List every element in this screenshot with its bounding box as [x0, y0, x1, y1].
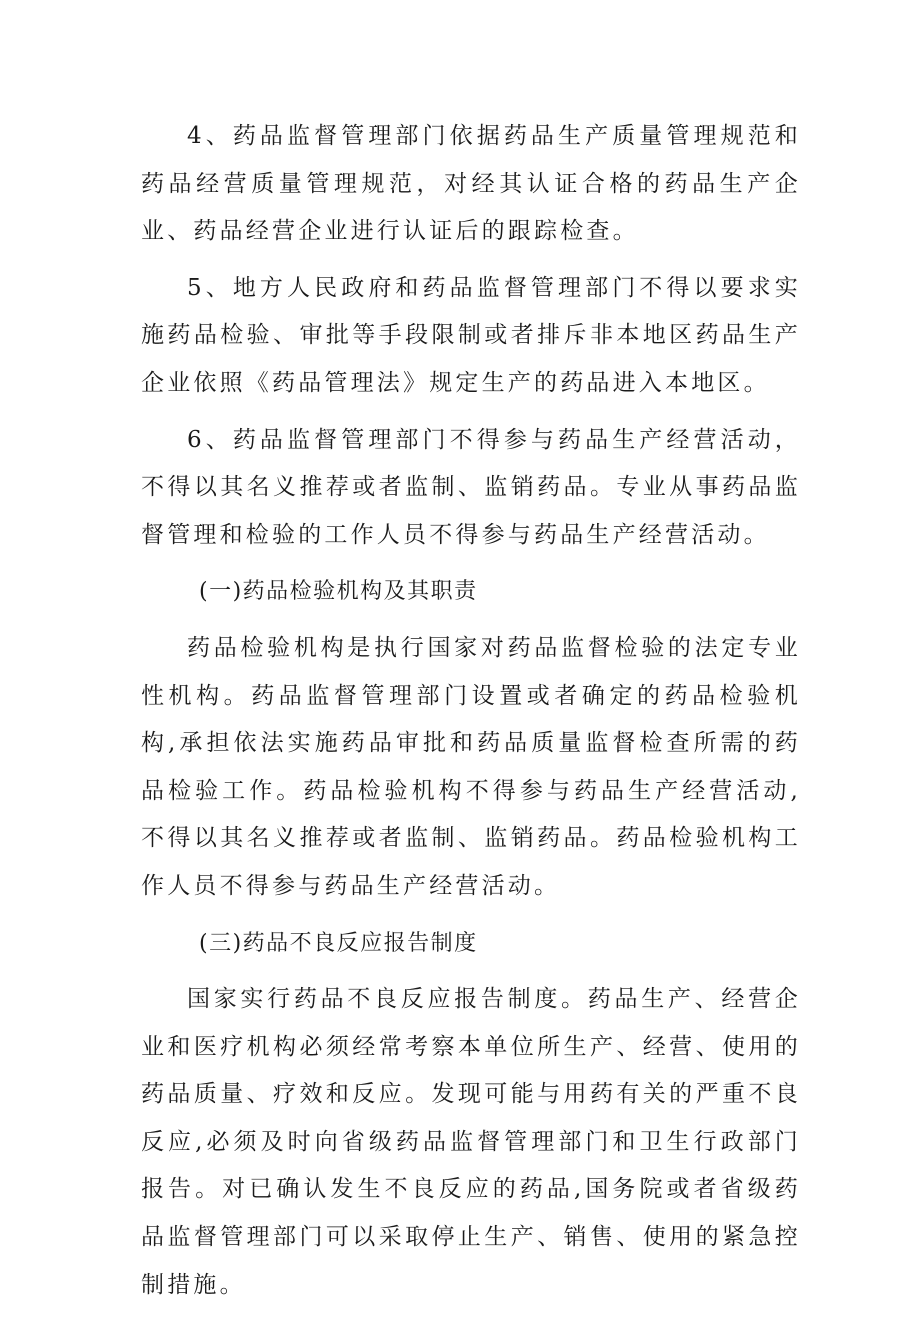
- paragraph-5: 5、地方人民政府和药品监督管理部门不得以要求实施药品检验、审批等手段限制或者排斥非本地区药品生产企业依照《药品管理法》规定生产的药品进入本地区。: [141, 274, 801, 396]
- paragraph-4: 4、药品监督管理部门依据药品生产质量管理规范和药品经营质量管理规范，对经其认证合格的药品生产企业、药品经营企业进行认证后的跟踪检查。: [141, 123, 801, 245]
- section-heading-adverse-reaction-reporting: (三)药品不良反应报告制度: [199, 930, 478, 956]
- section-body-drug-testing-institutions: 药品检验机构是执行国家对药品监督检验的法定专业性机构。药品监督管理部门设置或者确定的药品检验机构,承担依法实施药品审批和药品质量监督检查所需的药品检验工作。药品检验机构不得参与药品生产经营活动,不得以其名义推荐或者监制、监销药品。药品检验机构工作人员不得参与药品生产经营活动。: [141, 634, 801, 899]
- document-page: [141, 113, 801, 1318]
- section-body-adverse-reaction-reporting: 国家实行药品不良反应报告制度。药品生产、经营企业和医疗机构必须经常考察本单位所生产、经营、使用的药品质量、疗效和反应。发现可能与用药有关的严重不良反应,必须及时向省级药品监督管理部门和卫生行政部门报告。对已确认发生不良反应的药品,国务院或者省级药品监督管理部门可以采取停止生产、销售、使用的紧急控制措施。: [141, 986, 801, 1298]
- section-heading-drug-testing-institutions: (一)药品检验机构及其职责: [199, 579, 478, 605]
- paragraph-6: 6、药品监督管理部门不得参与药品生产经营活动，不得以其名义推荐或者监制、监销药品。专业从事药品监督管理和检验的工作人员不得参与药品生产经营活动。: [141, 426, 801, 548]
